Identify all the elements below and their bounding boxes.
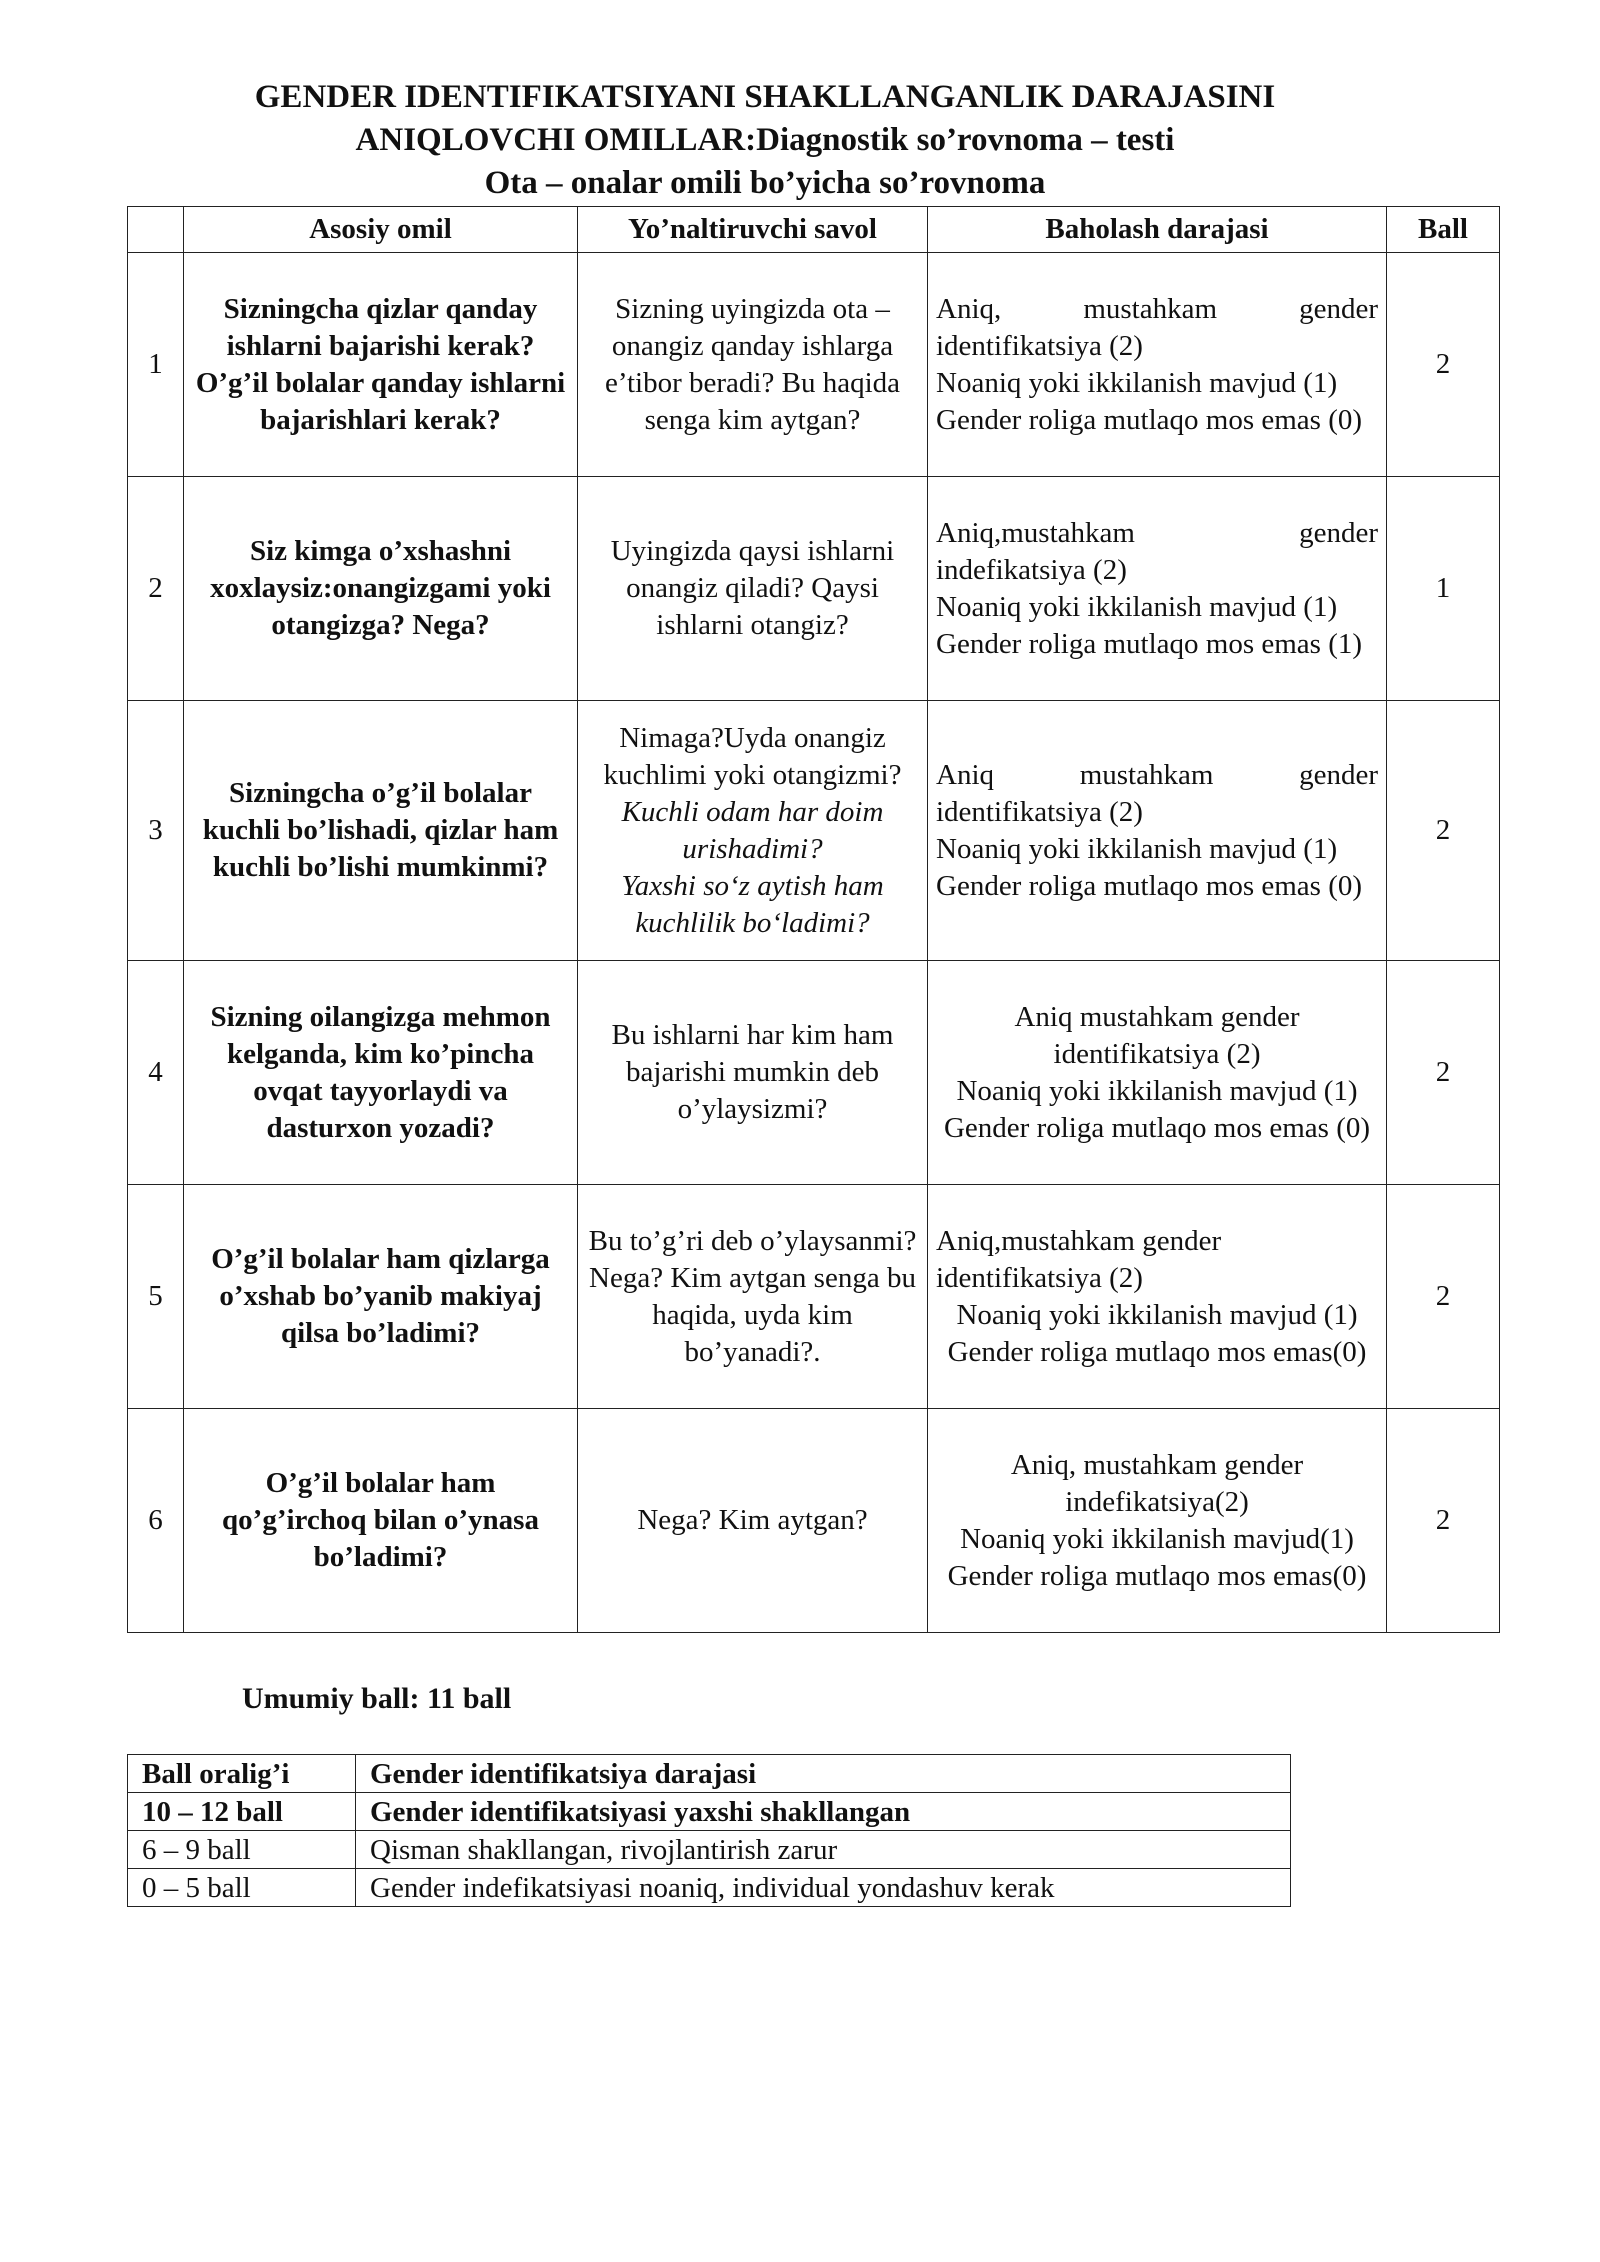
scale-level: Qisman shakllangan, rivojlantirish zarur (356, 1831, 1291, 1869)
row-evaluation (928, 1409, 1387, 1633)
row-evaluation (928, 477, 1387, 701)
row-evaluation (928, 1185, 1387, 1409)
scale-row (128, 1793, 1291, 1831)
eval-level-1: Noaniq yoki ikkilanish mavjud (1) (956, 1074, 1358, 1107)
scale-row (128, 1869, 1291, 1907)
eval-level-1: Noaniq yoki ikkilanish mavjud (1) (936, 590, 1338, 623)
eval-level-0: Gender roliga mutlaqo mos emas (0) (936, 403, 1363, 436)
row-ball: 2 (1387, 961, 1500, 1185)
row-number: 5 (128, 1185, 184, 1409)
scale-header-row (128, 1755, 1291, 1793)
row-guiding-question: Sizning uyingizda ota – onangiz qanday ishlarga e’tibor beradi? Bu haqida senga kim aytgan? (578, 253, 928, 477)
eval-level-0: Gender roliga mutlaqo mos emas (0) (936, 869, 1363, 902)
guiding-question-text: Nimaga?Uyda onangiz kuchlimi yoki otangizmi? (603, 721, 902, 791)
header-evaluation: Baholash darajasi (928, 207, 1387, 253)
row-ball: 2 (1387, 1409, 1500, 1633)
eval-level-2: Aniq, mustahkam gender indefikatsiya(2) (1010, 1448, 1304, 1518)
eval-level-0: Gender roliga mutlaqo mos emas(0) (947, 1335, 1367, 1368)
scale-range: 6 – 9 ball (128, 1831, 356, 1869)
row-ball: 2 (1387, 253, 1500, 477)
row-factor: O’g’il bolalar ham qizlarga o’xshab bo’yanib makiyaj qilsa bo’ladimi? (184, 1185, 578, 1409)
row-ball: 1 (1387, 477, 1500, 701)
row-factor: Siz kimga o’xshashni xoxlaysiz:onangizgami yoki otangizga? Nega? (184, 477, 578, 701)
eval-level-2: Aniq mustahkam gender identifikatsiya (2) (1014, 1000, 1300, 1070)
row-evaluation (928, 253, 1387, 477)
eval-level-0: Gender roliga mutlaqo mos emas (0) (943, 1111, 1371, 1144)
row-factor: Sizningcha o’g’il bolalar kuchli bo’lishadi, qizlar ham kuchli bo’lishi mumkinmi? (184, 701, 578, 961)
title-line-2: ANIQLOVCHI OMILLAR:Diagnostik so’rovnoma – testi (355, 122, 1175, 158)
scale-range: 0 – 5 ball (128, 1869, 356, 1907)
row-factor: O’g’il bolalar ham qo’g’irchoq bilan o’ynasa bo’ladimi? (184, 1409, 578, 1633)
eval-level-0: Gender roliga mutlaqo mos emas(0) (947, 1559, 1367, 1592)
eval-level-2: Aniq,mustahkam gender identifikatsiya (2) (936, 1224, 1222, 1294)
row-number: 2 (128, 477, 184, 701)
total-score: Umumiy ball: 11 ball (242, 1682, 512, 1715)
score-scale-table (127, 1754, 1291, 1907)
title-line-1: GENDER IDENTIFIKATSIYANI SHAKLLANGANLIK DARAJASINI (254, 79, 1276, 115)
scale-header-level: Gender identifikatsiya darajasi (356, 1755, 1291, 1793)
eval-level-2: Aniq, mustahkam gender identifikatsiya (2) (936, 292, 1378, 362)
row-guiding-question: Uyingizda qaysi ishlarni onangiz qiladi? Qaysi ishlarni otangiz? (578, 477, 928, 701)
scale-row (128, 1831, 1291, 1869)
header-guiding-question: Yo’naltiruvchi savol (578, 207, 928, 253)
row-guiding-question (578, 701, 928, 961)
row-evaluation (928, 701, 1387, 961)
table-row (128, 253, 1500, 477)
row-factor: Sizningcha qizlar qanday ishlarni bajarishi kerak? O’g’il bolalar qanday ishlarni bajarishlari kerak? (184, 253, 578, 477)
scale-header-range: Ball oralig’i (128, 1755, 356, 1793)
row-number: 4 (128, 961, 184, 1185)
row-guiding-question: Nega? Kim aytgan? (578, 1409, 928, 1633)
table-row (128, 477, 1500, 701)
survey-table (127, 206, 1500, 1633)
document-title (0, 76, 1530, 205)
eval-level-1: Noaniq yoki ikkilanish mavjud(1) (960, 1522, 1354, 1555)
guiding-question-italic: Yaxshi so‘z aytish ham kuchlilik bo‘ladimi? (621, 869, 884, 939)
scale-level: Gender indefikatsiyasi noaniq, individual yondashuv kerak (356, 1869, 1291, 1907)
eval-level-1: Noaniq yoki ikkilanish mavjud (1) (936, 366, 1338, 399)
eval-level-1: Noaniq yoki ikkilanish mavjud (1) (956, 1298, 1358, 1331)
header-number (128, 207, 184, 253)
row-number: 1 (128, 253, 184, 477)
guiding-question-italic: Kuchli odam har doim urishadimi? (621, 795, 884, 865)
row-ball: 2 (1387, 701, 1500, 961)
eval-level-2: Aniq mustahkam gender identifikatsiya (2) (936, 758, 1378, 828)
table-row (128, 1185, 1500, 1409)
title-line-3: Ota – onalar omili bo’yicha so’rovnoma (484, 165, 1046, 201)
row-number: 3 (128, 701, 184, 961)
row-guiding-question: Bu to’g’ri deb o’ylaysanmi? Nega? Kim aytgan senga bu haqida, uyda kim bo’yanadi?. (578, 1185, 928, 1409)
row-ball: 2 (1387, 1185, 1500, 1409)
header-ball: Ball (1387, 207, 1500, 253)
row-guiding-question: Bu ishlarni har kim ham bajarishi mumkin deb o’ylaysizmi? (578, 961, 928, 1185)
eval-level-2: Aniq,mustahkam gender indefikatsiya (2) (936, 516, 1378, 586)
table-row (128, 1409, 1500, 1633)
scale-level: Gender identifikatsiyasi yaxshi shakllangan (356, 1793, 1291, 1831)
survey-header-row (128, 207, 1500, 253)
table-row (128, 701, 1500, 961)
header-factor: Asosiy omil (184, 207, 578, 253)
eval-level-1: Noaniq yoki ikkilanish mavjud (1) (936, 832, 1338, 865)
row-factor: Sizning oilangizga mehmon kelganda, kim ko’pincha ovqat tayyorlaydi va dasturxon yozadi? (184, 961, 578, 1185)
table-row (128, 961, 1500, 1185)
scale-range: 10 – 12 ball (128, 1793, 356, 1831)
row-number: 6 (128, 1409, 184, 1633)
eval-level-0: Gender roliga mutlaqo mos emas (1) (936, 627, 1363, 660)
row-evaluation (928, 961, 1387, 1185)
